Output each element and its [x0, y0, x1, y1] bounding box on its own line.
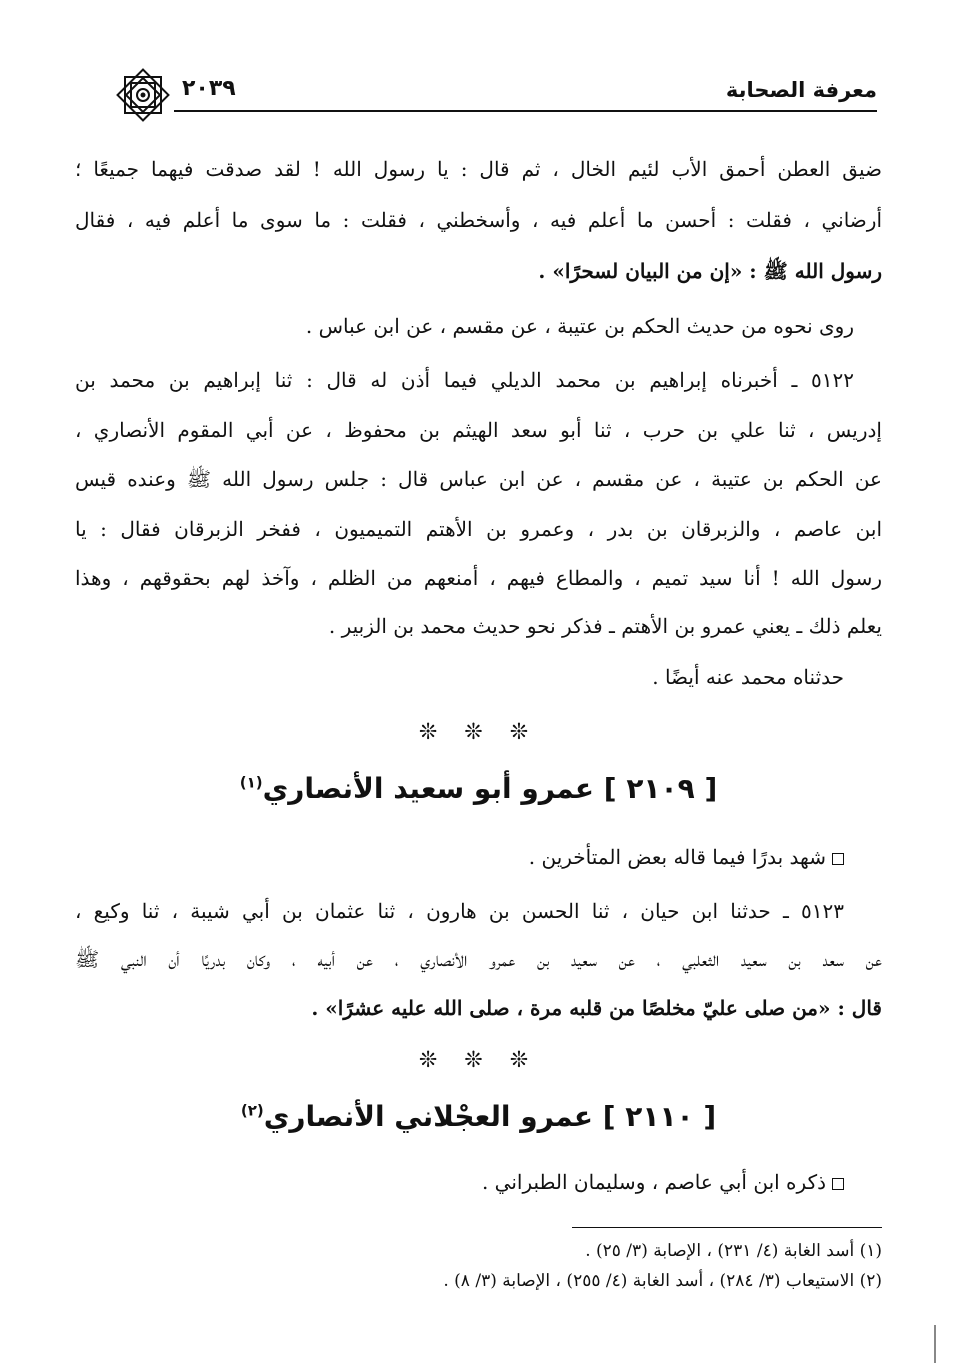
- footnote: (١) أسد الغابة (٤/ ٢٣١) ، الإصابة (٣/ ٢٥) .: [585, 1241, 882, 1261]
- text-line: رسول الله ﷺ : «إن من البيان لسحرًا» .: [538, 259, 882, 283]
- text-line: روى نحوه من حديث الحكم بن عتيبة ، عن مقسم ، عن ابن عباس .: [305, 314, 854, 338]
- octagram-ornament-icon: [112, 64, 174, 126]
- text-line: [75, 843, 844, 871]
- footnote-ref: (١): [239, 773, 263, 792]
- text-line: قال : «من صلى عليّ مخلصًا من قلبه مرة ، صلى الله عليه عشرًا» .: [311, 996, 882, 1020]
- text-line: أرضاني ، فقلت : أحسن ما أعلم فيه ، وأسخطني ، فقلت : ما سوى ما أعلم فيه ، فقال: [75, 208, 882, 232]
- text-line: [75, 1168, 844, 1196]
- scan-edge-mark: [934, 1325, 936, 1363]
- section-divider: ❊ ❊ ❊: [418, 1048, 539, 1073]
- text-line: يعلم ذلك ـ يعني عمرو بن الأهتم ـ فذكر نحو حديث محمد بن الزبير .: [328, 614, 882, 638]
- text-line: رسول الله ! أنا سيد تميم ، والمطاع فيهم ، أمنعهم من الظلم ، وآخذ لهم بحقوقهم ، وهذا: [75, 566, 883, 590]
- footnote: (٢) الاستيعاب (٣/ ٢٨٤) ، أسد الغابة (٤/ ٢٥٥) ، الإصابة (٣/ ٨) .: [443, 1271, 882, 1291]
- header-rule: [174, 110, 877, 112]
- page-number: ٢٠٣٩: [182, 76, 236, 101]
- square-bullet-icon: [832, 1178, 844, 1190]
- heading-text: [ ٢١١٠ ] عمرو العجْلاني الأنصاري: [263, 1100, 717, 1133]
- text-line: حدثناه محمد عنه أيضًا .: [652, 665, 844, 689]
- text-line: ٥١٢٢ ـ أخبرناه إبراهيم بن محمد الديلي فيما أذن له قال : ثنا إبراهيم بن محمد بن: [75, 368, 854, 392]
- text-line: ٥١٢٣ ـ حدثنا ابن حيان ، ثنا الحسن بن هارون ، ثنا عثمان بن أبي شيبة ، ثنا وكيع ،: [75, 899, 844, 923]
- text-line: عن سعد بن سعيد الثعلبي ، عن سعيد بن عمرو الأنصاري ، عن أبيه ، وكان بدريًا أن النبي ﷺ: [75, 947, 882, 971]
- square-bullet-icon: [832, 853, 844, 865]
- footnote-ref: (٢): [240, 1101, 264, 1120]
- footnote-rule: [572, 1227, 882, 1228]
- heading-text: [ ٢١٠٩ ] عمرو أبو سعيد الأنصاري: [262, 772, 718, 805]
- text-line: عن الحكم بن عتيبة ، عن مقسم ، عن ابن عباس قال : جلس رسول الله ﷺ وعنده قيس: [75, 467, 882, 491]
- section-divider: ❊ ❊ ❊: [418, 720, 539, 745]
- section-heading: [0, 772, 957, 805]
- section-heading: [0, 1100, 957, 1133]
- note-text: ذكره ابن أبي عاصم ، وسليمان الطبراني .: [481, 1170, 826, 1194]
- text-line: ضيق العطن أحمق الأب لئيم الخال ، ثم قال : يا رسول الله ! لقد صدقت فيهما جميعًا ؛: [75, 157, 882, 181]
- book-title: معرفة الصحابة: [725, 78, 877, 102]
- text-line: ابن عاصم ، والزبرقان بن بدر ، وعمرو بن الأهتم التميميون ، ففخر الزبرقان فقال : يا: [75, 517, 882, 541]
- page-header: [112, 70, 877, 120]
- note-text: شهد بدرًا فيما قاله بعض المتأخرين .: [528, 845, 826, 869]
- text-line: إدريس ، ثنا علي بن حرب ، ثنا أبو سعد الهيثم بن محفوظ ، عن أبي المقوم الأنصاري ،: [75, 418, 882, 442]
